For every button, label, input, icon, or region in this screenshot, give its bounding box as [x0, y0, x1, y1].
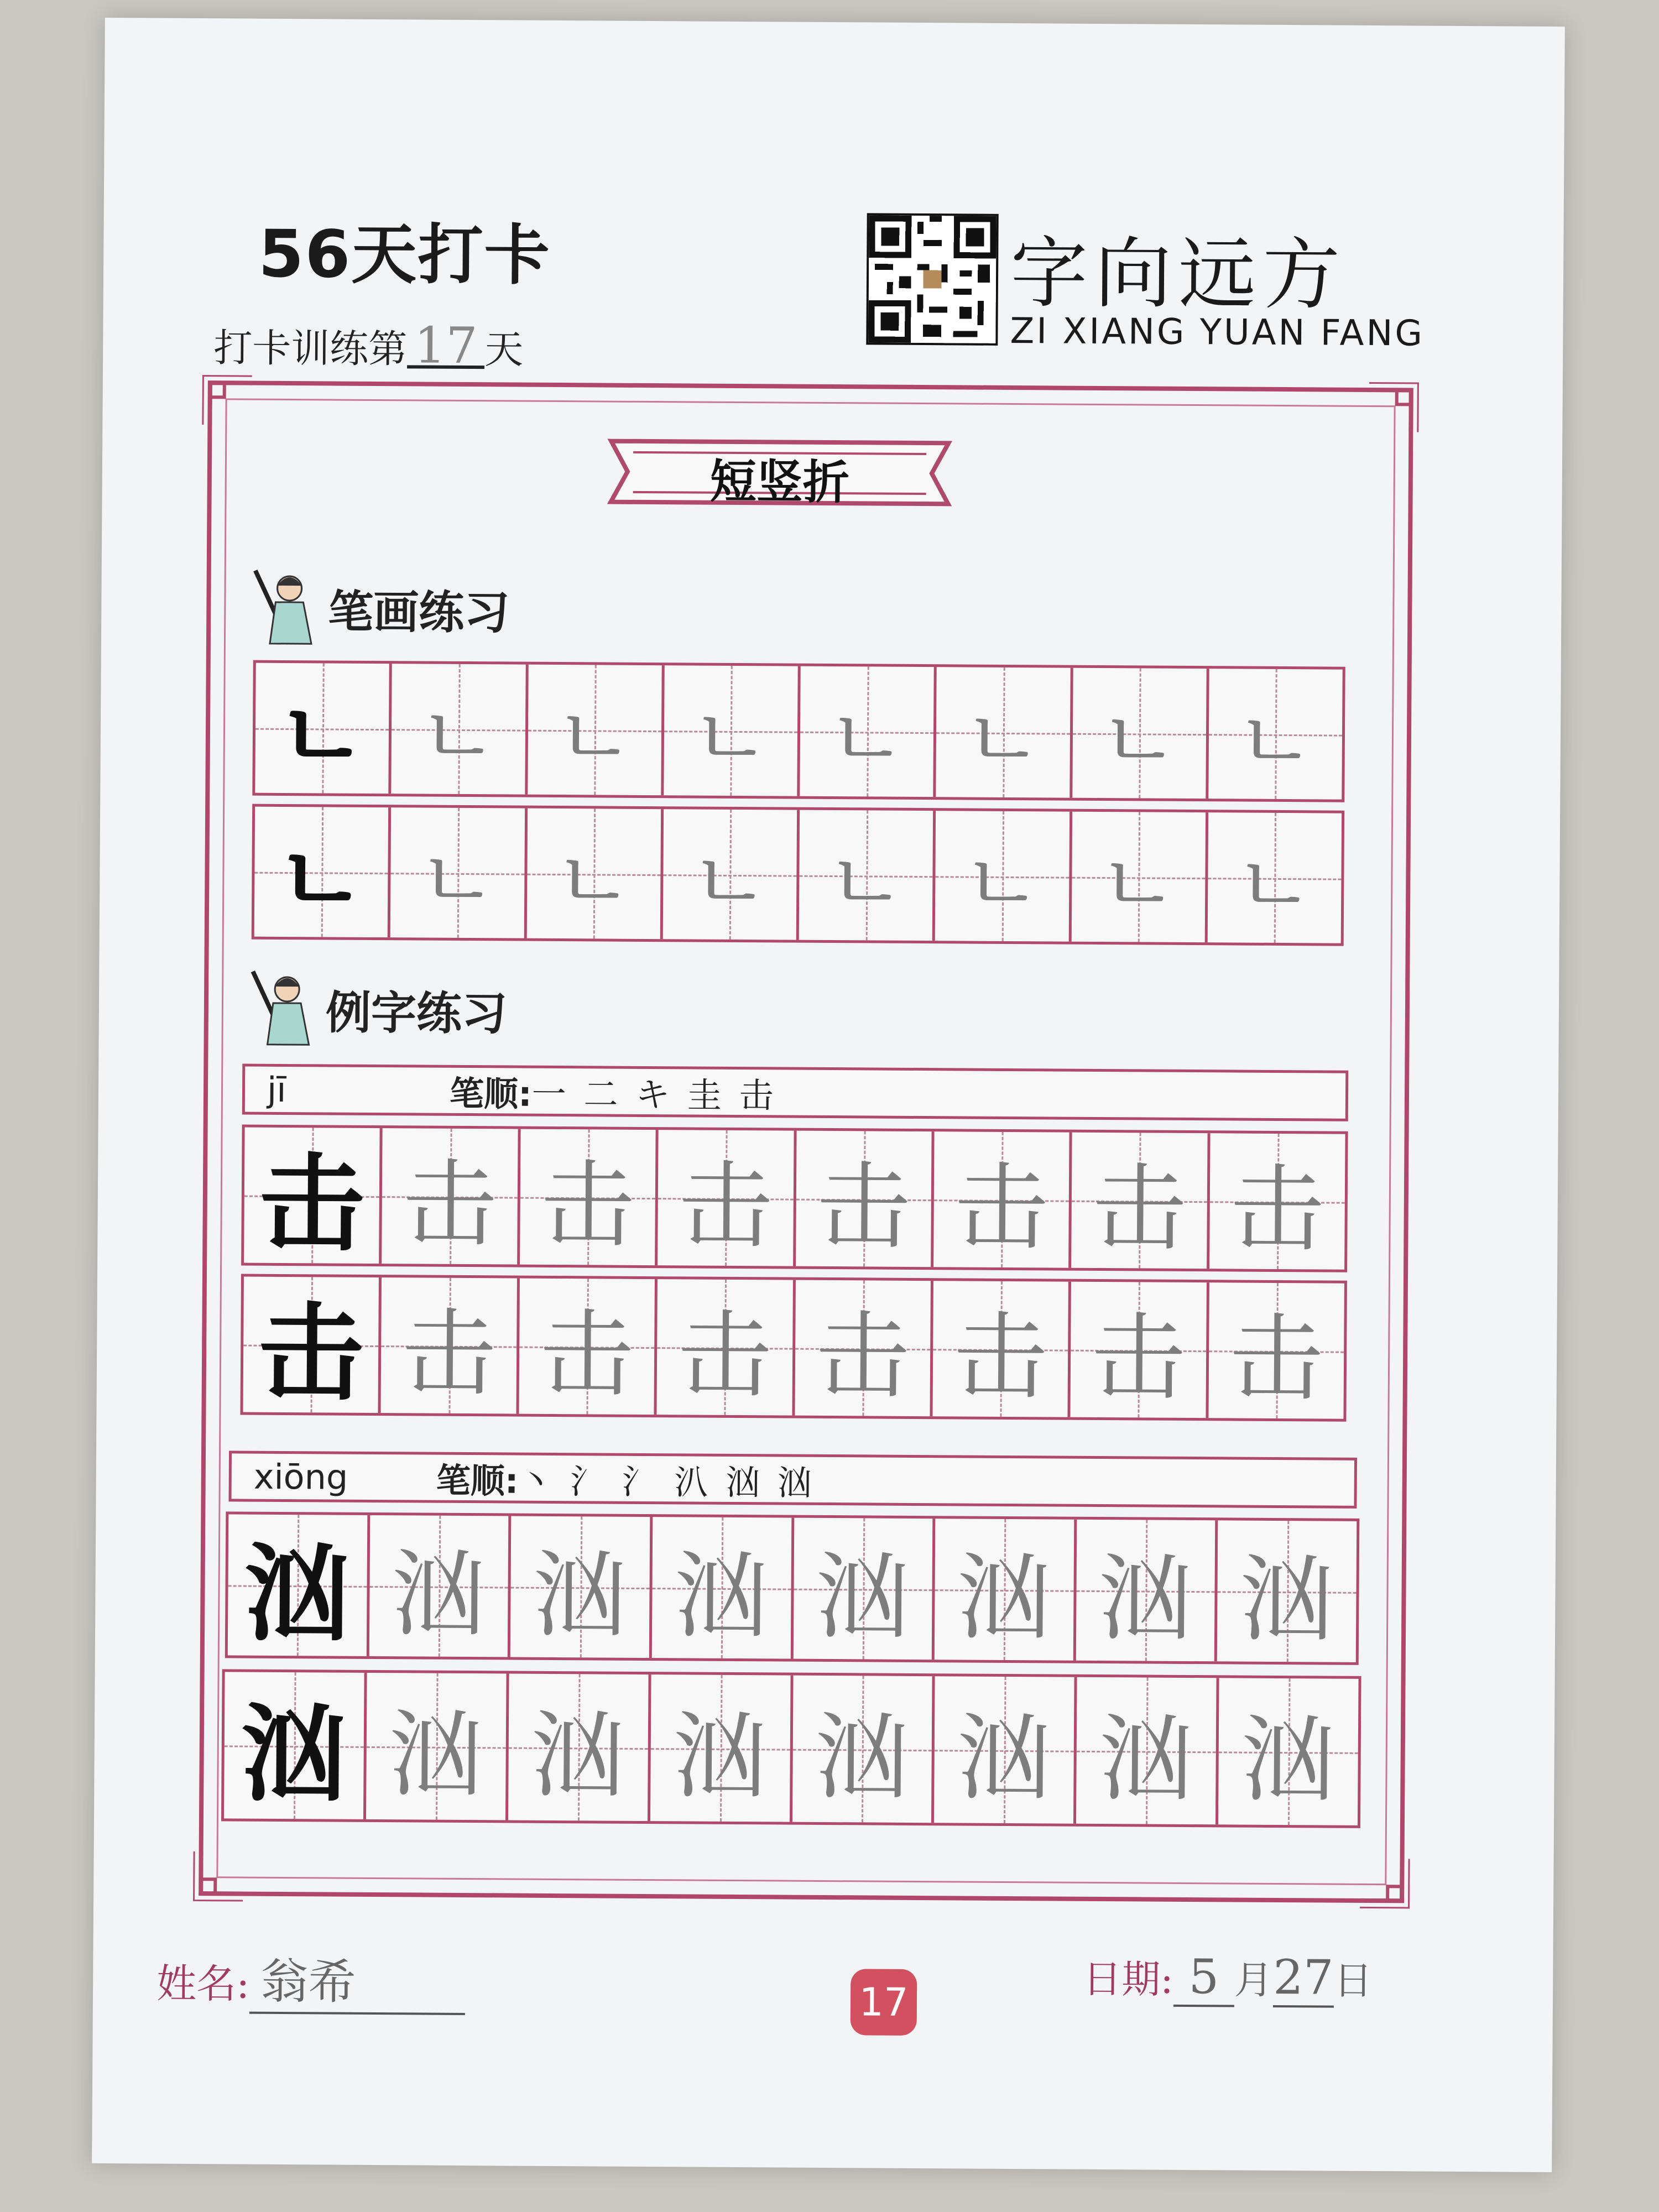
practice-cell[interactable]: ㄴ: [799, 810, 936, 941]
day-unit: 日: [1333, 1958, 1373, 2004]
practice-cell[interactable]: 汹: [1218, 1678, 1358, 1825]
practice-cell[interactable]: 汹: [510, 1516, 653, 1658]
practice-cell[interactable]: ㄴ: [526, 808, 664, 939]
practice-cell[interactable]: 汹: [1076, 1677, 1219, 1825]
practice-cell[interactable]: 击: [382, 1128, 520, 1265]
example-practice-row: [225, 1511, 1360, 1665]
example-practice-heading: [248, 967, 507, 1052]
practice-cell[interactable]: ㄴ: [662, 809, 800, 940]
practice-cell[interactable]: 击: [932, 1281, 1071, 1417]
scholar-icon: [251, 566, 323, 650]
practice-cell[interactable]: 击: [658, 1130, 796, 1266]
practice-cell[interactable]: ㄴ: [528, 665, 665, 795]
char-info-bar: [228, 1451, 1357, 1508]
practice-cell[interactable]: 汹: [934, 1676, 1077, 1824]
brand-pinyin: ZI XIANG YUAN FANG: [1010, 310, 1425, 354]
practice-cell[interactable]: 击: [657, 1279, 796, 1416]
stroke-order: 丶 氵 氵 汃 汹 汹: [518, 1460, 816, 1503]
practice-cell[interactable]: ㄴ: [800, 666, 937, 797]
corner-ornament-icon: [1360, 1859, 1410, 1909]
practice-cell[interactable]: ㄴ: [1071, 812, 1208, 942]
practice-cell[interactable]: ㄴ: [936, 667, 1073, 797]
brand-logo: 字向远方: [1010, 228, 1347, 321]
practice-cell[interactable]: ㄴ: [254, 807, 392, 937]
stroke-practice-heading: [251, 566, 510, 651]
practice-cell[interactable]: 汹: [1076, 1520, 1218, 1662]
stroke-practice-row: [252, 660, 1345, 802]
practice-cell[interactable]: 汹: [366, 1673, 509, 1820]
practice-cell[interactable]: 击: [243, 1277, 382, 1413]
stroke-practice-row: [252, 804, 1344, 946]
practice-cell[interactable]: 击: [1208, 1282, 1344, 1418]
practice-cell[interactable]: 汹: [650, 1674, 793, 1822]
practice-cell[interactable]: 汹: [508, 1673, 651, 1821]
practice-cell[interactable]: 汹: [793, 1518, 935, 1660]
practice-cell[interactable]: 击: [1209, 1133, 1345, 1269]
practice-cell[interactable]: ㄴ: [255, 663, 392, 794]
checkin-suffix: 天: [484, 327, 524, 373]
corner-ornament-icon: [193, 1851, 243, 1902]
example-practice-row: [240, 1274, 1347, 1422]
date-label: 日期:: [1082, 1956, 1174, 2002]
stroke-name-banner: [599, 430, 959, 515]
practice-cell[interactable]: 击: [244, 1128, 383, 1264]
corner-ornament-icon: [1369, 382, 1419, 432]
practice-cell[interactable]: 汹: [652, 1517, 794, 1659]
practice-cell[interactable]: 汹: [792, 1676, 935, 1823]
scholar-icon: [248, 967, 320, 1051]
practice-cell[interactable]: 汹: [224, 1672, 367, 1819]
practice-cell[interactable]: 击: [795, 1280, 933, 1417]
stroke-name: 短竖折: [709, 454, 850, 510]
month-unit: 月: [1234, 1957, 1274, 2003]
qr-code-icon: [866, 213, 998, 345]
example-practice-title: 例字练习: [325, 986, 508, 1040]
name-label: 姓名:: [156, 1960, 250, 2007]
practice-cell[interactable]: 汹: [369, 1515, 511, 1657]
checkin-prefix: 打卡训练第: [213, 325, 408, 372]
date-day[interactable]: 27: [1273, 1950, 1334, 2008]
practice-cell[interactable]: ㄴ: [392, 664, 529, 794]
practice-cell[interactable]: 汹: [1217, 1520, 1357, 1662]
practice-cell[interactable]: ㄴ: [664, 665, 801, 796]
practice-cell[interactable]: 击: [520, 1129, 659, 1266]
stroke-order: 一 二 キ 圭 击: [531, 1073, 777, 1115]
stroke-practice-title: 笔画练习: [328, 585, 510, 639]
checkin-day: 17: [407, 326, 484, 369]
practice-cell[interactable]: 击: [519, 1279, 658, 1415]
page-number-badge: 17: [851, 1969, 917, 2036]
stroke-order-label: 笔顺:: [436, 1460, 519, 1501]
name-field: [156, 1943, 466, 2015]
practice-cell[interactable]: ㄴ: [1072, 668, 1209, 799]
checkin-line: [213, 317, 524, 374]
practice-cell[interactable]: 击: [1071, 1282, 1209, 1418]
practice-cell[interactable]: ㄴ: [390, 807, 528, 938]
example-practice-row: [221, 1669, 1361, 1828]
practice-cell[interactable]: ㄴ: [1208, 669, 1343, 799]
practice-cell[interactable]: 击: [933, 1131, 1072, 1268]
date-field: [1083, 1948, 1373, 2008]
char-info-bar: [242, 1064, 1349, 1121]
practice-cell[interactable]: 击: [796, 1131, 935, 1267]
practice-cell[interactable]: 汹: [228, 1514, 370, 1656]
practice-cell[interactable]: 击: [381, 1277, 520, 1414]
name-value[interactable]: 翁希: [249, 1943, 466, 2015]
practice-cell[interactable]: 击: [1071, 1133, 1210, 1269]
practice-cell[interactable]: ㄴ: [935, 811, 1072, 941]
worksheet-paper: [92, 18, 1565, 2172]
practice-cell[interactable]: 汹: [935, 1519, 1077, 1661]
page-title: 56天打卡: [258, 215, 551, 294]
pinyin: jī: [267, 1069, 286, 1110]
practice-cell[interactable]: ㄴ: [1207, 812, 1342, 943]
date-month[interactable]: 5: [1173, 1949, 1235, 2007]
corner-ornament-icon: [202, 375, 252, 425]
stroke-order-label: 笔顺:: [449, 1073, 533, 1114]
pinyin: xiōng: [253, 1456, 348, 1498]
example-practice-row: [241, 1125, 1348, 1272]
